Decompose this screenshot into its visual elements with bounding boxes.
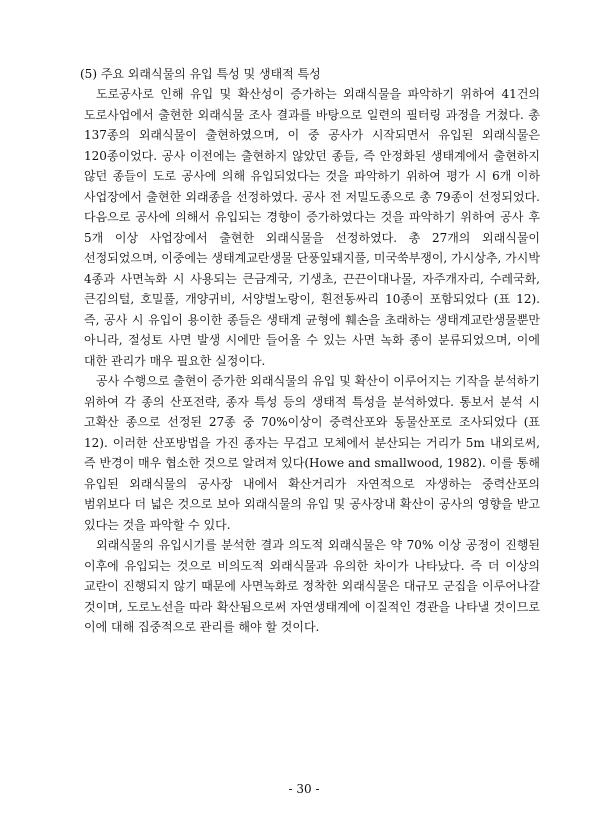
paragraph-introduction: 도로공사로 인해 유입 및 확산성이 증가하는 외래식물을 파악하기 위하여 41건의 도로사업에서 출현한 외래식물 조사 결과를 바탕으로 일련의 필터링 과정을 거쳤다. 총 137종의 외래식물이 출현하였으며, 이 중 공사가 시작되면서 유입된 외래식물은 120종이었다. 공사 이전에는 출현하지 않았던 종들, 즉 안정화된 생태계에서 출현하지 않던 종들이 도로 공사에 의해 유입되었다는 것을 파악하기 위하여 평가 시 6개 이하 사업장에서 출현한 외래종을 선정하였다. 공사 전 저밀도종으로 총 79종이 선정되었다. 다음으로 공사에 의해서 유입되는 경향이 증가하였다는 것을 파악하기 위하여 공사 후 5개 이상 사업장에서 출현한 외래식물을 선정하였다. 총 27개의 외래식물이 선정되었으며, 이중에는 생태계교란생물 단풍잎돼지풀, 미국쑥부쟁이, 가시상추, 가시박 4종과 사면녹화 시 사용되는 큰금계국, 기생초, 끈끈이대나물, 자주개자리, 수레국화, 큰김의털, 호밀풀, 개양귀비, 서양벌노랑이, 흰전동싸리 10종이 포함되었다 (표 12). 즉, 공사 시 유입이 용이한 종들은 생태계 균형에 훼손을 초래하는 생태계교란생물뿐만 아니라, 절성토 사면 발생 시에만 들어올 수 있는 사면 녹화 종이 분류되었으며, 이에 대한 관리가 매우 필요한 실정이다. (84, 87, 540, 368)
body-text (84, 84, 540, 638)
page-number: - 30 - (288, 782, 320, 796)
paragraph-timing: 외래식물의 유입시기를 분석한 결과 의도적 외래식물은 약 70% 이상 공정이 진행된 이후에 유입되는 것으로 비의도적 외래식물과 유의한 차이가 나타났다. 즉 더 이상의 교란이 진행되지 않기 때문에 사면녹화로 정착한 외래식물은 대규모 군집을 이루어나갈 것이며, 도로노선을 따라 확산됨으로써 자연생태계에 이질적인 경관을 나타낼 것이므로 이에 대해 집중적으로 관리를 해야 할 것이다. (84, 538, 540, 634)
section-heading: (5) 주요 외래식물의 유입 특성 및 생태적 특성 (80, 67, 321, 81)
paragraph-dispersal: 공사 수행으로 출현이 증가한 외래식물의 유입 및 확산이 이루어지는 기작을 분석하기 위하여 각 종의 산포전략, 종자 특성 등의 생태적 특성을 분석하였다. 통보서 분석 시 고확산 종으로 선정된 27종 중 70%이상이 중력산포와 동물산포로 조사되었다 (표 12). 이러한 산포방법을 가진 종자는 무겁고 모체에서 분산되는 거리가 5m 내외로써, 즉 반경이 매우 협소한 것으로 알려져 있다(Howe and smallwood, 1982). 이를 통해 유입된 외래식물의 공사장 내에서 확산거리가 자연적으로 자생하는 중력산포의 범위보다 더 넓은 것으로 보아 외래식물의 유입 및 공사장내 확산이 공사의 영향을 받고 있다는 것을 파악할 수 있다. (84, 374, 540, 532)
